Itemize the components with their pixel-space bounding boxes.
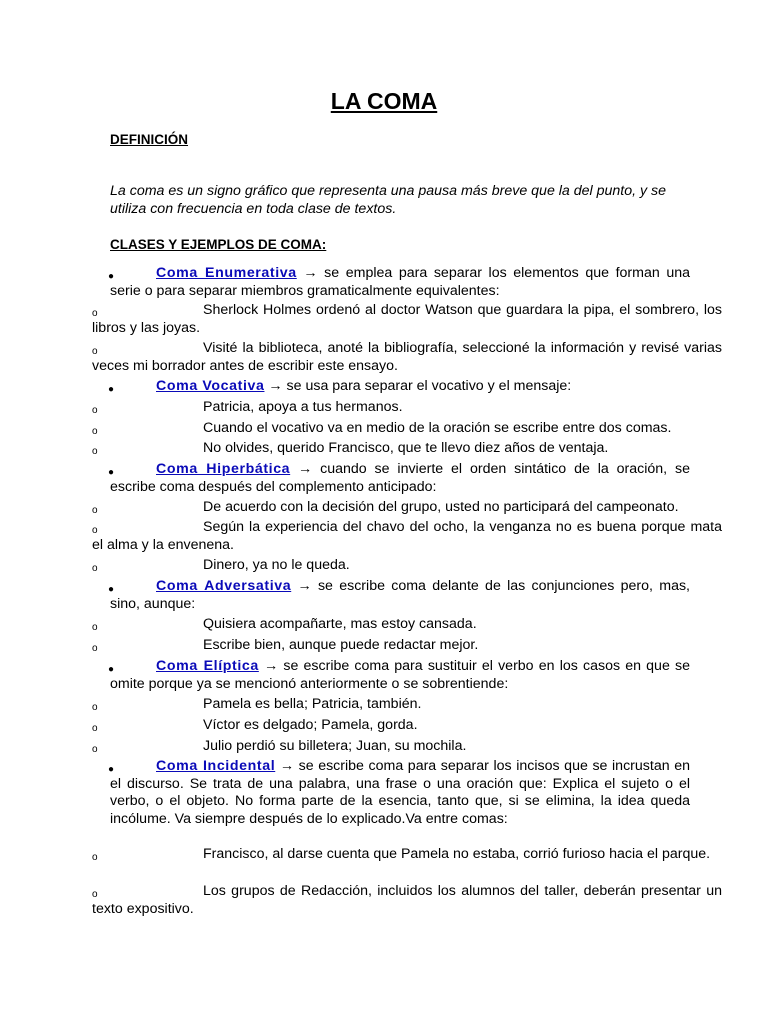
term-link[interactable]: Coma Adversativa xyxy=(156,578,292,594)
example-item xyxy=(92,717,722,735)
example-text: Visité la biblioteca, anoté la bibliografía, seleccioné la información y revisé varias veces mi borrador antes de escribir este ensayo. xyxy=(92,340,722,374)
example-item xyxy=(92,399,722,417)
page-title: LA COMA xyxy=(330,88,438,114)
term-description: → se usa para separar el vocativo y el mensaje: xyxy=(264,378,572,394)
term-link[interactable]: Coma Vocativa xyxy=(156,378,265,394)
example-text: Escribe bien, aunque puede redactar mejor. xyxy=(203,637,479,653)
example-item xyxy=(92,519,722,554)
example-text: Dinero, ya no le queda. xyxy=(203,557,350,573)
section-bullet xyxy=(110,658,690,693)
example-item xyxy=(92,340,722,375)
term-description: → se escribe coma para sustituir el verbo en los casos en que se omite porque ya se mencionó anteriormente o se sobrentiende: xyxy=(110,658,690,692)
term-link[interactable]: Coma Hiperbática xyxy=(156,461,291,477)
definicion-heading: DEFINICIÓN xyxy=(110,132,189,147)
section-bullet xyxy=(110,578,690,613)
circle-bullet-icon: o xyxy=(92,308,98,319)
bullet-icon: ● xyxy=(108,764,115,775)
circle-bullet-icon: o xyxy=(92,852,98,863)
circle-bullet-icon: o xyxy=(92,405,98,416)
bullet-icon: ● xyxy=(108,271,115,282)
example-text: Quisiera acompañarte, mas estoy cansada. xyxy=(203,616,477,632)
example-item xyxy=(92,440,722,458)
section-bullet xyxy=(110,265,690,300)
bullet-icon: ● xyxy=(108,384,115,395)
term-link[interactable]: Coma Enumerativa xyxy=(156,265,297,281)
circle-bullet-icon: o xyxy=(92,744,98,755)
example-item xyxy=(92,499,722,517)
example-text: Pamela es bella; Patricia, también. xyxy=(203,696,422,712)
circle-bullet-icon: o xyxy=(92,622,98,633)
circle-bullet-icon: o xyxy=(92,723,98,734)
term-link[interactable]: Coma Incidental xyxy=(156,758,276,774)
example-item xyxy=(92,420,722,438)
example-item xyxy=(92,616,722,634)
bullet-icon: ● xyxy=(108,584,115,595)
bullet-icon: ● xyxy=(108,467,115,478)
circle-bullet-icon: o xyxy=(92,889,98,900)
term-description: → cuando se invierte el orden sintático de la oración, se escribe coma después del complemento anticipado: xyxy=(110,461,690,495)
term-description: → se emplea para separar los elementos que forman una serie o para separar miembros gramaticalmente equivalentes: xyxy=(110,265,691,299)
term-link[interactable]: Coma Elíptica xyxy=(156,658,259,674)
example-item xyxy=(92,696,722,714)
circle-bullet-icon: o xyxy=(92,446,98,457)
example-text: Patricia, apoya a tus hermanos. xyxy=(203,399,403,415)
circle-bullet-icon: o xyxy=(92,643,98,654)
circle-bullet-icon: o xyxy=(92,505,98,516)
circle-bullet-icon: o xyxy=(92,702,98,713)
example-text: Julio perdió su billetera; Juan, su mochila. xyxy=(203,738,467,754)
circle-bullet-icon: o xyxy=(92,426,98,437)
example-text: Sherlock Holmes ordenó al doctor Watson que guardara la pipa, el sombrero, los libros y las joyas. xyxy=(92,302,722,336)
example-text: Francisco, al darse cuenta que Pamela no estaba, corrió furioso hacia el parque. xyxy=(203,846,711,862)
circle-bullet-icon: o xyxy=(92,346,98,357)
example-item xyxy=(92,302,722,337)
example-item xyxy=(92,557,722,575)
clases-heading: CLASES Y EJEMPLOS DE COMA: xyxy=(110,237,327,252)
section-bullet xyxy=(110,461,690,496)
bullet-icon: ● xyxy=(108,664,115,675)
example-item xyxy=(92,637,722,655)
definicion-text: La coma es un signo gráfico que representa una pausa más breve que la del punto, y se utiliza con frecuencia en toda clase de textos. xyxy=(110,183,667,217)
circle-bullet-icon: o xyxy=(92,525,98,536)
circle-bullet-icon: o xyxy=(92,563,98,574)
example-text: Víctor es delgado; Pamela, gorda. xyxy=(203,717,418,733)
example-item xyxy=(92,846,722,864)
example-text: No olvides, querido Francisco, que te llevo diez años de ventaja. xyxy=(203,440,609,456)
section-bullet xyxy=(110,378,690,396)
term-description: → se escribe coma delante de las conjunciones pero, mas, sino, aunque: xyxy=(110,578,690,612)
term-description: → se escribe coma para separar los incisos que se incrustan en el discurso. Se trata de una palabra, una frase o una oración que: Explica el sujeto o el verbo, o el objeto. No forma parte de la esencia, tanto que, si se elimina, la idea queda incólume. Va siempre después de lo explicado.Va entre comas: xyxy=(110,758,690,827)
example-text: Los grupos de Redacción, incluidos los alumnos del taller, deberán presentar un texto expositivo. xyxy=(92,883,722,917)
example-text: Cuando el vocativo va en medio de la oración se escribe entre dos comas. xyxy=(203,420,672,436)
example-item xyxy=(92,883,722,918)
example-item xyxy=(92,738,722,756)
example-text: De acuerdo con la decisión del grupo, usted no participará del campeonato. xyxy=(203,499,679,515)
section-bullet xyxy=(110,758,690,828)
example-text: Según la experiencia del chavo del ocho, la venganza no es buena porque mata el alma y la envenena. xyxy=(92,519,722,553)
